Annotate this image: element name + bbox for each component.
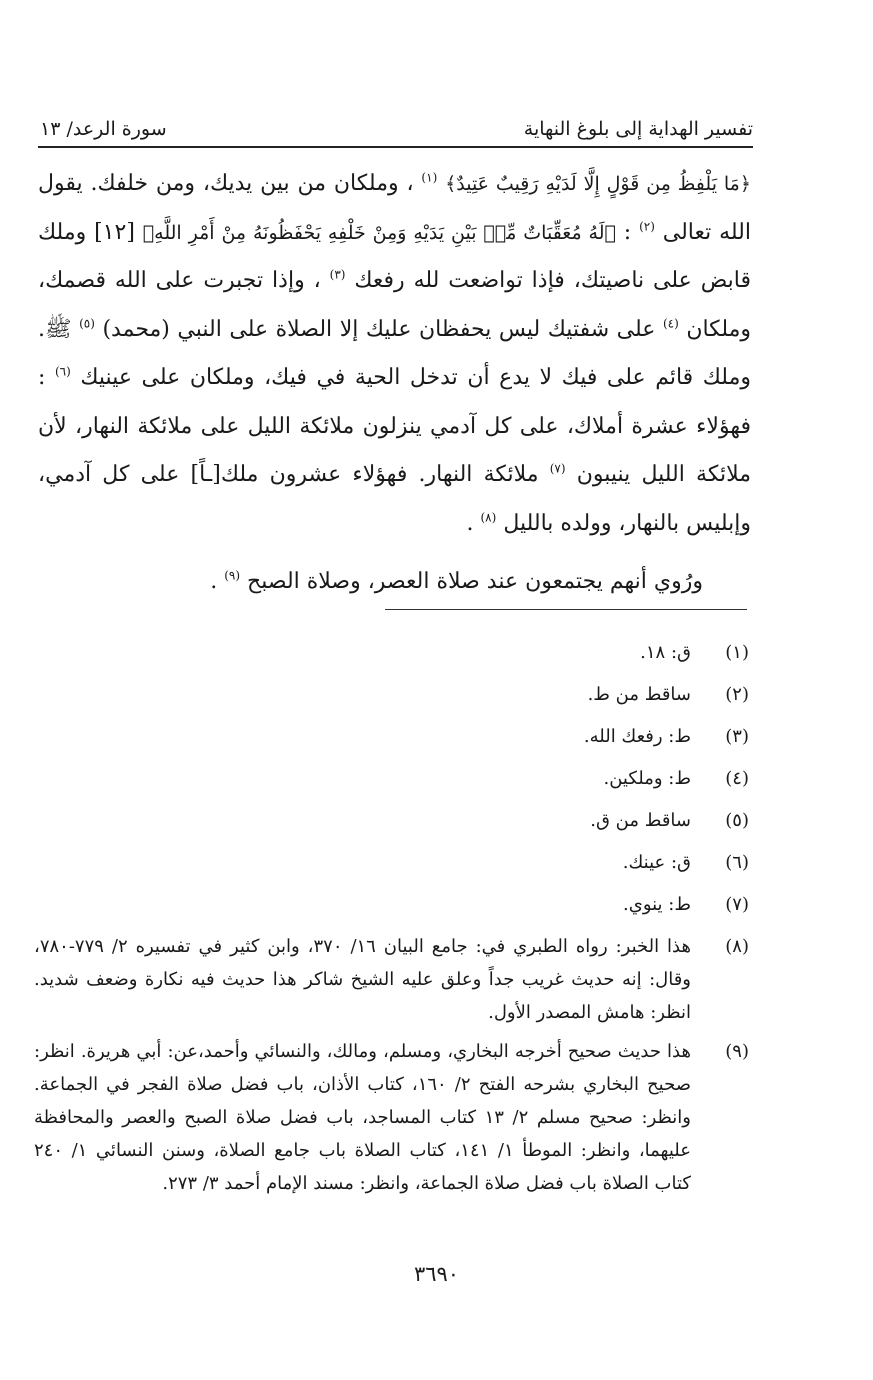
footnote-ref: (٣) (329, 267, 346, 282)
footnote (34, 930, 749, 1029)
book-title: تفسير الهداية إلى بلوغ النهاية (523, 118, 753, 140)
footnote-number: (٨) (725, 936, 749, 957)
footnotes (34, 632, 749, 1200)
footnote (34, 632, 749, 674)
footnote-ref: (٧) (549, 461, 566, 476)
text-run: [١٢] وملك قابض على ناصيتك، فإذا تواضعت لله رفعك (38, 219, 751, 293)
footnote-text: ط: ينوي. (623, 894, 691, 915)
quran-verse: ﴿مَا يَلْفِظُ مِن قَوْلٍ إِلَّا لَدَيْهِ رَقِيبٌ عَتِيدٌ﴾ (445, 173, 751, 195)
header-rule (38, 146, 753, 148)
footnote-number: (٥) (725, 810, 749, 831)
footnote-number: (٦) (725, 852, 749, 873)
surah-page-label: سورة الرعد/ ١٣ (40, 118, 167, 140)
paragraph-1 (38, 160, 751, 548)
footnote (34, 716, 749, 758)
text-run: ، وإذا تجبرت على الله قصمك، وملكان (38, 268, 752, 342)
main-text (38, 160, 751, 607)
text-run: . (210, 569, 218, 594)
footnote-ref: (٦) (54, 364, 71, 379)
footnote (34, 674, 749, 716)
footnote (34, 884, 749, 926)
text-run: : فهؤلاء عشرة أملاك، على كل آدمي ينزلون ملائكة الليل على ملائكة النهار، لأن ملائكة الليل ينيبون (38, 365, 751, 487)
text-run: على شفتيك ليس يحفظان عليك إلا الصلاة على النبي (محمد) (102, 316, 656, 342)
footnote-ref: (٩) (224, 568, 241, 583)
footnote-text: هذا الخبر: رواه الطبري في: جامع البيان ١٦/ ٣٧٠، وابن كثير في تفسيره ٢/ ٧٧٩-٧٨٠، وقال: إنه حديث غريب جداً وعلق عليه الشيخ شاكر هذا حديث فيه نكارة وضعف شديد. انظر: هامش المصدر الأول. (34, 936, 691, 1023)
footnote-text: ط: وملكين. (603, 768, 691, 789)
footnote-text: ساقط من ق. (590, 810, 691, 831)
text-run: ملائكة النهار. فهؤلاء عشرون ملك[ـاً] على كل آدمي، وإبليس بالنهار، وولده بالليل (38, 462, 751, 536)
footnote-separator (385, 609, 747, 610)
footnote-number: (٣) (725, 726, 749, 747)
running-head (40, 96, 753, 140)
quran-verse: ﴿لَهُ مُعَقِّبَاتٌ مِّنۢ بَيْنِ يَدَيْهِ وَمِنْ خَلْفِهِ يَحْفَظُونَهُ مِنْ أَمْرِ اللَّهِ﴾ (142, 221, 616, 244)
footnote-text: ط: رفعك الله. (583, 726, 691, 747)
footnote-text: ساقط من ط. (587, 684, 691, 705)
footnote (34, 800, 749, 842)
footnote-number: (٧) (725, 894, 749, 915)
footnote (34, 758, 749, 800)
footnote-text: ق: ١٨. (640, 642, 691, 663)
text-run: . (466, 510, 474, 536)
footnote (34, 1035, 749, 1200)
text-run: : (615, 219, 632, 245)
text-run: ﷺ. وملك قائم على فيك لا يدع أن تدخل الحية في فيك، وملكان على عينيك (38, 316, 751, 390)
footnote-ref: (٢) (639, 219, 655, 234)
footnote-number: (٩) (725, 1041, 749, 1062)
footnote-ref: (١) (421, 170, 438, 185)
footnote (34, 842, 749, 884)
paragraph-2 (38, 558, 751, 607)
footnote-number: (١) (725, 642, 749, 663)
footnote-number: (٢) (725, 684, 749, 705)
footnote-text: ق: عينك. (622, 852, 691, 873)
text-run: ، وملكان من بين يديك، ومن خلفك. يقول الله تعالى (38, 171, 751, 245)
footnote-ref: (٤) (662, 316, 679, 331)
footnote-ref: (٥) (79, 316, 95, 331)
page-number: ٣٦٩٠ (413, 1262, 460, 1286)
text-run: ورُوي أنهم يجتمعون عند صلاة العصر، وصلاة الصبح (247, 569, 703, 594)
footnote-ref: (٨) (480, 510, 497, 525)
footnote-number: (٤) (725, 768, 749, 789)
footnote-text: هذا حديث صحيح أخرجه البخاري، ومسلم، ومالك، والنسائي وأحمد،عن: أبي هريرة. انظر: صحيح البخاري بشرحه الفتح ٢/ ١٦٠، كتاب الأذان، باب فضل صلاة الفجر في الجماعة. وانظر: صحيح مسلم ٢/ ١٣ كتاب المساجد، باب فضل صلاة الصبح والعصر والمحافظة عليهما، وانظر: الموطأ ١/ ١٤١، كتاب الصلاة باب جامع الصلاة، وسنن النسائي ١/ ٢٤٠ كتاب الصلاة باب فضل صلاة الجماعة، وانظر: مسند الإمام أحمد ٣/ ٢٧٣. (34, 1041, 692, 1194)
